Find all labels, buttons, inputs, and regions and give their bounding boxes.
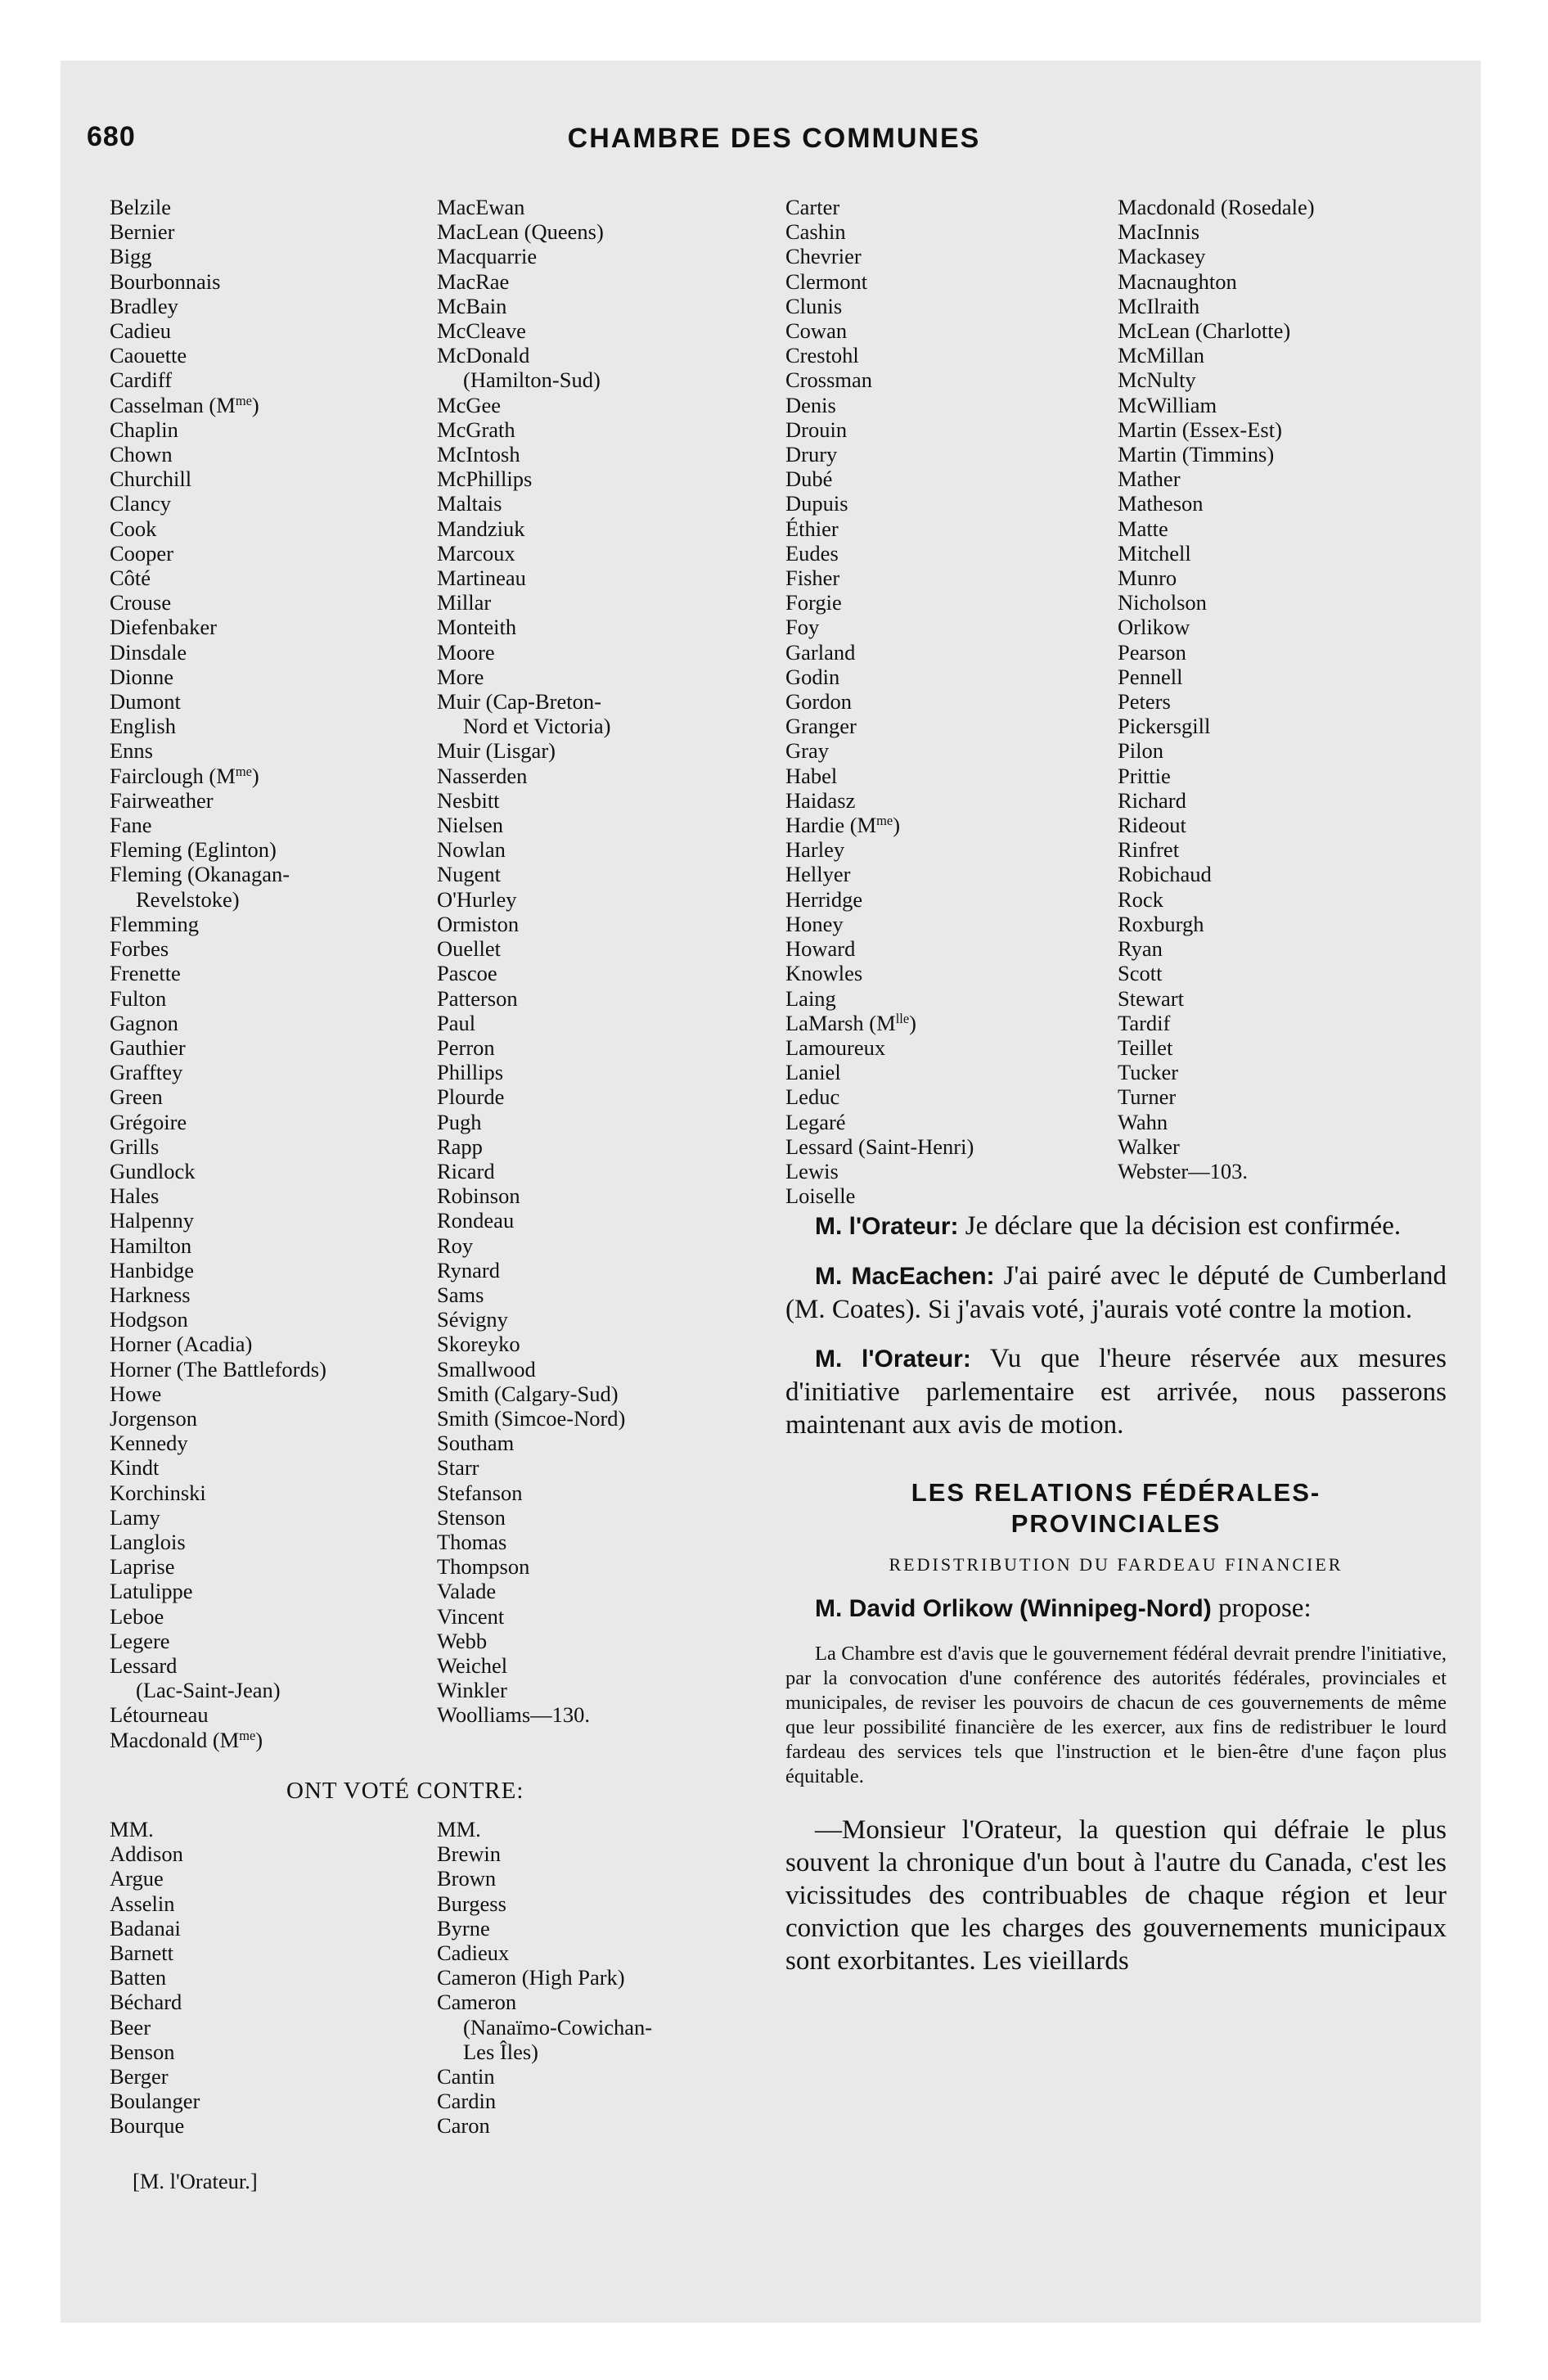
list-item: Sams <box>437 1282 484 1307</box>
list-item: Knowles <box>785 961 863 986</box>
list-item: Lewis <box>785 1158 839 1183</box>
list-item: Roy <box>437 1233 474 1258</box>
list-item: Rideout <box>1118 813 1186 838</box>
list-item: Pascoe <box>437 961 497 986</box>
list-item: Weichel <box>437 1652 508 1678</box>
list-item: Ouellet <box>437 936 501 962</box>
list-item: Ryan <box>1118 936 1163 962</box>
list-item: Gagnon <box>110 1010 178 1035</box>
footer-speaker: [M. l'Orateur.] <box>133 2169 258 2193</box>
list-item: Webster—103. <box>1118 1158 1249 1183</box>
speech-text: J'ai pairé avec le député de Cumberland (M. Coates). Si j'avais voté, j'aurais voté contre la motion. <box>785 1261 1447 1324</box>
list-item: Stefanson <box>437 1480 523 1505</box>
list-item: Tucker <box>1118 1060 1179 1085</box>
list-item: Halpenny <box>110 1208 195 1233</box>
list-item: McLean (Charlotte) <box>1118 318 1291 344</box>
list-item: Dubé <box>785 467 833 492</box>
list-item: Macdonald (Rosedale) <box>1118 195 1315 219</box>
list-item: Denis <box>785 392 836 417</box>
list-item: Cantin <box>437 2064 495 2089</box>
list-item: Muir (Lisgar) <box>437 738 556 764</box>
list-item: Woolliams—130. <box>437 1702 591 1728</box>
list-item: Kindt <box>110 1455 160 1481</box>
list-item: Gundlock <box>110 1158 196 1183</box>
list-item: Revelstoke) <box>136 886 240 912</box>
list-item: Fleming (Eglinton) <box>110 837 277 863</box>
list-item: Asselin <box>110 1891 175 1916</box>
list-item: Casselman $(M^{me})$ <box>110 392 259 417</box>
list-item: McCleave <box>437 318 526 344</box>
list-item: Nord et Victoria) <box>463 714 611 739</box>
list-item: Drury <box>785 442 838 467</box>
speaker-name: M. David Orlikow (Winnipeg-Nord) <box>815 1595 1212 1622</box>
list-item: Drouin <box>785 417 848 442</box>
name-list-column-3 <box>785 195 1113 1208</box>
list-item: Forgie <box>785 590 842 615</box>
list-item: Leboe <box>110 1603 164 1629</box>
list-item: MacRae <box>437 268 510 294</box>
list-item: Nowlan <box>437 837 506 863</box>
list-item: Clunis <box>785 293 843 318</box>
list-item: Chown <box>110 442 173 467</box>
list-item: McMillan <box>1118 343 1204 368</box>
list-item: Fairweather <box>110 787 214 813</box>
list-item: Crouse <box>110 590 172 615</box>
list-item: Valade <box>437 1579 497 1604</box>
list-item: Cardin <box>437 2089 497 2114</box>
list-item: Latulippe <box>110 1579 193 1604</box>
list-item: Crossman <box>785 367 872 393</box>
contre-heading: ONT VOTÉ CONTRE: <box>286 1778 524 1804</box>
list-item: Cashin <box>785 219 846 245</box>
list-item: McPhillips <box>437 467 533 492</box>
list-item: Churchill <box>110 467 192 492</box>
list-item: Perron <box>437 1034 495 1060</box>
list-item: Boulanger <box>110 2089 200 2114</box>
list-item: Gray <box>785 738 829 764</box>
list-item: Brewin <box>437 1841 502 1867</box>
list-item: Cadieux <box>437 1941 510 1966</box>
list-item: Habel <box>785 763 838 788</box>
list-item: Pennell <box>1118 664 1183 689</box>
list-item: Macnaughton <box>1118 268 1237 294</box>
list-item: Nielsen <box>437 813 503 838</box>
list-item: Harkness <box>110 1282 191 1307</box>
list-item: Éthier <box>785 516 839 541</box>
motion-text: La Chambre est d'avis que le gouvernement fédéral devrait prendre l'initiative, par la convocation d'une conférence des autorités fédérales, provinciales et municipales, de reviser les pouvoirs de chacun de ces gouvernements de même que leur possibilité financière de les exercer, aux fins de redistribuer le lourd fardeau des services tels que l'instruction et le bien-être d'une façon plus équitable. <box>785 1643 1447 1787</box>
list-item: Pickersgill <box>1118 714 1211 739</box>
list-item: Grills <box>110 1134 160 1159</box>
list-item: Mather <box>1118 467 1181 492</box>
list-item: MacInnis <box>1118 219 1200 245</box>
list-item: Webb <box>437 1628 488 1653</box>
list-item: Clermont <box>785 268 868 294</box>
list-item: Sévigny <box>437 1307 508 1332</box>
list-item: Mackasey <box>1118 244 1206 269</box>
section-title <box>785 1477 1447 1539</box>
list-item: Tardif <box>1118 1010 1171 1035</box>
paragraph-orateur-decision <box>785 1210 1447 1243</box>
list-item: (Nanaïmo-Cowichan- <box>463 2014 653 2040</box>
list-item: LaMarsh $(M^{lle})$ <box>785 1010 916 1035</box>
list-item: Rinfret <box>1118 837 1180 863</box>
paragraph-orlikow-speech: —Monsieur l'Orateur, la question qui défraie le plus souvent la chronique d'un bout à l'autre du Canada, c'est les vicissitudes des contribuables de chaque région et leur conviction que les charges des gouvernements municipaux sont exorbitantes. Les vieillards <box>785 1815 1447 1976</box>
list-item: McIlraith <box>1118 293 1200 318</box>
list-item: Granger <box>785 714 857 739</box>
list-item: Korchinski <box>110 1480 206 1505</box>
list-item: Horner (Acadia) <box>110 1332 253 1357</box>
list-item: Scott <box>1118 961 1163 986</box>
list-item: Dionne <box>110 664 174 689</box>
list-item: Lessard <box>110 1652 178 1678</box>
list-item: Mandziuk <box>437 516 525 541</box>
list-item: Robichaud <box>1118 862 1212 887</box>
list-item: Ormiston <box>437 911 520 936</box>
list-item: Fleming (Okanagan- <box>110 862 290 887</box>
list-item: Pearson <box>1118 639 1186 665</box>
list-item: MM. <box>110 1817 154 1841</box>
list-item: Cameron <box>437 1990 517 2015</box>
list-item: Vincent <box>437 1603 505 1629</box>
list-item: McBain <box>437 293 507 318</box>
list-item: Bradley <box>110 293 178 318</box>
speaker-name: M. MacEachen: <box>815 1263 995 1290</box>
list-item: Nesbitt <box>437 787 500 813</box>
list-item: MacLean (Queens) <box>437 219 604 245</box>
list-item: Hardie $(M^{me})$ <box>785 813 901 838</box>
speaker-name: M. l'Orateur: <box>815 1213 959 1240</box>
list-item: Flemming <box>110 911 199 936</box>
list-item: Rapp <box>437 1134 483 1159</box>
subheading: REDISTRIBUTION DU FARDEAU FINANCIER <box>889 1554 1343 1575</box>
list-item: Phillips <box>437 1060 504 1085</box>
list-item: Grafftey <box>110 1060 183 1085</box>
list-item: Skoreyko <box>437 1332 520 1357</box>
list-item: Argue <box>110 1866 164 1891</box>
list-item: Berger <box>110 2064 169 2089</box>
list-item: Cowan <box>785 318 848 344</box>
list-item: Langlois <box>110 1529 186 1554</box>
list-item: Byrne <box>437 1915 490 1941</box>
list-item: Hanbidge <box>110 1257 195 1282</box>
section-title-line-1: LES RELATIONS FÉDÉRALES- <box>911 1478 1321 1507</box>
list-item: Monteith <box>437 615 517 640</box>
list-item: Smallwood <box>437 1356 536 1382</box>
list-item: Maltais <box>437 491 502 516</box>
list-item: Crestohl <box>785 343 859 368</box>
list-item: Frenette <box>110 961 181 986</box>
list-item: Cameron (High Park) <box>437 1965 625 1990</box>
list-item: Dupuis <box>785 491 848 516</box>
list-item: Prittie <box>1118 763 1171 788</box>
list-item: Honey <box>785 911 844 936</box>
list-item: Leduc <box>785 1084 840 1110</box>
list-item: Dinsdale <box>110 639 187 665</box>
list-item: Pilon <box>1118 738 1163 764</box>
list-item: Hodgson <box>110 1307 188 1332</box>
list-item: Chevrier <box>785 244 862 269</box>
list-item: Martineau <box>437 566 526 591</box>
list-item: Wahn <box>1118 1109 1168 1134</box>
list-item: Brown <box>437 1866 497 1891</box>
list-item: Hellyer <box>785 862 851 887</box>
list-item: Jorgenson <box>110 1405 197 1431</box>
list-item: Belzile <box>110 195 172 219</box>
list-item: Bourbonnais <box>110 268 221 294</box>
contre-list-column-2 <box>437 1817 748 2139</box>
list-item: Garland <box>785 639 856 665</box>
list-item: Macdonald $(M^{me})$ <box>110 1727 263 1752</box>
list-item: Fane <box>110 813 152 838</box>
name-list-column-2 <box>437 195 748 1728</box>
list-item: Godin <box>785 664 840 689</box>
name-list-column-1 <box>110 195 421 1752</box>
list-item: Rynard <box>437 1257 500 1282</box>
list-item: Matte <box>1118 516 1168 541</box>
list-item: Thomas <box>437 1529 507 1554</box>
speech-text: propose: <box>1211 1593 1312 1623</box>
list-item: Muir (Cap-Breton- <box>437 689 601 714</box>
list-item: McNulty <box>1118 367 1196 393</box>
list-item: Beer <box>110 2014 151 2040</box>
list-item: Stewart <box>1118 985 1184 1011</box>
list-item: Richard <box>1118 787 1186 813</box>
paragraph-orlikow <box>785 1592 1447 1625</box>
list-item: Cooper <box>110 540 174 566</box>
list-item: Clancy <box>110 491 172 516</box>
list-item: Mitchell <box>1118 540 1191 566</box>
speech-text: Vu que l'heure réservée aux mesures d'initiative parlementaire est arrivée, nous passerons maintenant aux avis de motion. <box>785 1344 1447 1440</box>
list-item: Winkler <box>437 1678 507 1703</box>
list-item: Laniel <box>785 1060 841 1085</box>
list-item: Moore <box>437 639 495 665</box>
list-item: Enns <box>110 738 153 764</box>
list-item: Forbes <box>110 936 169 962</box>
list-item: Pugh <box>437 1109 482 1134</box>
list-item: Eudes <box>785 540 839 566</box>
list-item: Plourde <box>437 1084 505 1110</box>
list-item: Smith (Simcoe-Nord) <box>437 1405 626 1431</box>
list-item: Martin (Timmins) <box>1118 442 1275 467</box>
list-item: Fairclough $(M^{me})$ <box>110 763 259 788</box>
list-item: Thompson <box>437 1554 530 1580</box>
list-item: Millar <box>437 590 492 615</box>
list-item: Howe <box>110 1381 162 1406</box>
list-item: Roxburgh <box>1118 911 1204 936</box>
list-item: McGee <box>437 392 501 417</box>
list-item: Matheson <box>1118 491 1204 516</box>
list-item: Peters <box>1118 689 1171 714</box>
list-item: Barnett <box>110 1941 173 1966</box>
list-item: Batten <box>110 1965 167 1990</box>
list-item: Diefenbaker <box>110 615 217 640</box>
paragraph-maceachen <box>785 1260 1447 1326</box>
list-item: Rock <box>1118 886 1163 912</box>
list-item: Patterson <box>437 985 518 1011</box>
list-item: Harley <box>785 837 845 863</box>
list-item: Cook <box>110 516 157 541</box>
list-item: Starr <box>437 1455 479 1481</box>
list-item: Fulton <box>110 985 167 1011</box>
debate-text <box>785 1210 1447 1994</box>
section-title-line-2: PROVINCIALES <box>1010 1509 1222 1538</box>
list-item: Les Îles) <box>463 2039 538 2064</box>
list-item: Létourneau <box>110 1702 209 1728</box>
speaker-name: M. l'Orateur: <box>815 1346 971 1373</box>
list-item: Lamy <box>110 1504 160 1530</box>
list-item: Foy <box>785 615 820 640</box>
contre-list-column-1 <box>110 1817 421 2139</box>
list-item: Rondeau <box>437 1208 515 1233</box>
list-item: Martin (Essex-Est) <box>1118 417 1282 442</box>
list-item: Carter <box>785 195 840 219</box>
list-item: Gauthier <box>110 1034 186 1060</box>
list-item: Béchard <box>110 1990 182 2015</box>
list-item: Nugent <box>437 862 502 887</box>
list-item: MacEwan <box>437 195 525 219</box>
list-item: Bernier <box>110 219 175 245</box>
list-item: More <box>437 664 484 689</box>
list-item: Addison <box>110 1841 183 1867</box>
list-item: Loiselle <box>785 1183 856 1209</box>
page-number: 680 <box>87 121 136 152</box>
list-item: Laing <box>785 985 836 1011</box>
list-item: Munro <box>1118 566 1177 591</box>
list-item: Dumont <box>110 689 181 714</box>
list-item: Badanai <box>110 1915 181 1941</box>
list-item: Laprise <box>110 1554 175 1580</box>
list-item: McDonald <box>437 343 530 368</box>
list-item: Bourque <box>110 2113 185 2139</box>
list-item: Gordon <box>785 689 852 714</box>
list-item: Caron <box>437 2113 490 2139</box>
list-item: McWilliam <box>1118 392 1217 417</box>
list-item: Southam <box>437 1431 515 1456</box>
list-item: Ricard <box>437 1158 495 1183</box>
paragraph-orateur-motion <box>785 1342 1447 1441</box>
list-item: Herridge <box>785 886 863 912</box>
list-item: Chaplin <box>110 417 178 442</box>
list-item: Kennedy <box>110 1431 188 1456</box>
list-item: Côté <box>110 566 151 591</box>
list-item: Benson <box>110 2039 175 2064</box>
list-item: Walker <box>1118 1134 1180 1159</box>
list-item: Green <box>110 1084 163 1110</box>
list-item: Robinson <box>437 1183 520 1209</box>
running-head: CHAMBRE DES COMMUNES <box>567 123 981 154</box>
list-item: Paul <box>437 1010 476 1035</box>
list-item: Orlikow <box>1118 615 1190 640</box>
list-item: Lessard (Saint-Henri) <box>785 1134 974 1159</box>
list-item: Legere <box>110 1628 170 1653</box>
list-item: Grégoire <box>110 1109 187 1134</box>
list-item: MM. <box>437 1817 481 1841</box>
list-item: Macquarrie <box>437 244 538 269</box>
list-item: (Lac-Saint-Jean) <box>136 1678 281 1703</box>
list-item: Teillet <box>1118 1034 1173 1060</box>
list-item: Hamilton <box>110 1233 192 1258</box>
list-item: Fisher <box>785 566 840 591</box>
list-item: (Hamilton-Sud) <box>463 367 601 393</box>
list-item: Haidasz <box>785 787 856 813</box>
list-item: Legaré <box>785 1109 846 1134</box>
list-item: Turner <box>1118 1084 1177 1110</box>
list-item: Hales <box>110 1183 160 1209</box>
list-item: Howard <box>785 936 856 962</box>
list-item: Nasserden <box>437 763 528 788</box>
list-item: Cardiff <box>110 367 173 393</box>
speech-text: Je déclare que la décision est confirmée. <box>958 1211 1402 1241</box>
list-item: Marcoux <box>437 540 515 566</box>
list-item: McGrath <box>437 417 515 442</box>
list-item: Stenson <box>437 1504 506 1530</box>
list-item: Nicholson <box>1118 590 1207 615</box>
name-list-column-4 <box>1118 195 1461 1183</box>
list-item: Horner (The Battlefords) <box>110 1356 326 1382</box>
list-item: Cadieu <box>110 318 172 344</box>
list-item: Smith (Calgary-Sud) <box>437 1381 619 1406</box>
list-item: McIntosh <box>437 442 520 467</box>
list-item: Caouette <box>110 343 187 368</box>
list-item: Burgess <box>437 1891 506 1916</box>
list-item: English <box>110 714 176 739</box>
list-item: Bigg <box>110 244 152 269</box>
list-item: Lamoureux <box>785 1034 886 1060</box>
list-item: O'Hurley <box>437 886 517 912</box>
